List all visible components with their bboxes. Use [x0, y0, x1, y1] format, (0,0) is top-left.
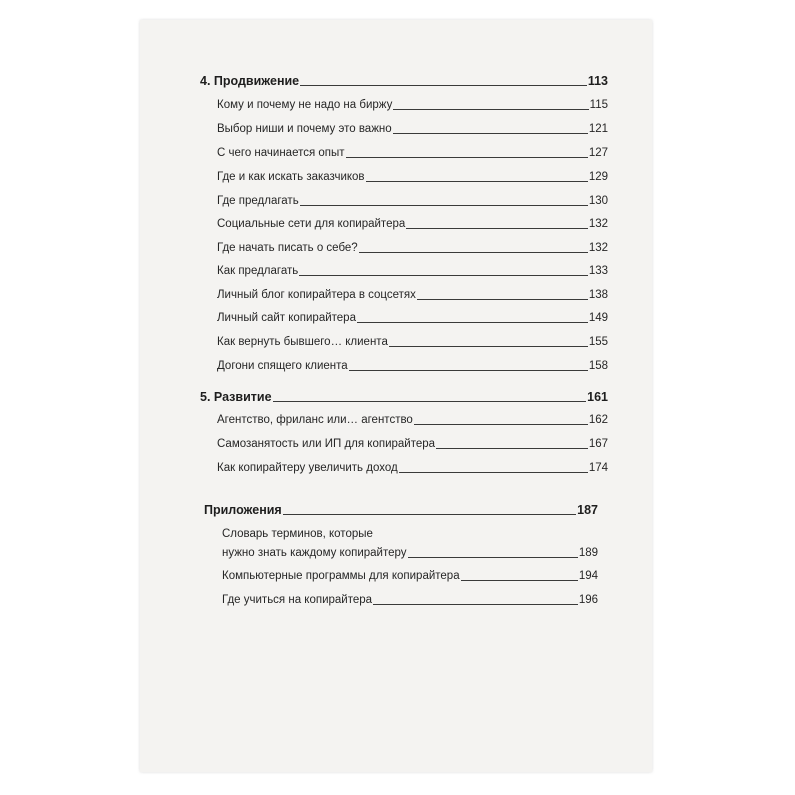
- dot-leader: [393, 109, 588, 110]
- chapter-title: 4. Продвижение: [200, 74, 300, 88]
- toc-entry: [217, 359, 608, 373]
- entry-title: Компьютерные программы для копирайтера: [222, 570, 460, 582]
- entry-title: Как предлагать: [217, 265, 299, 277]
- dot-leader: [273, 401, 587, 402]
- dot-leader: [359, 252, 588, 253]
- dot-leader: [417, 299, 588, 300]
- toc-entry: [217, 311, 608, 325]
- entry-title: Где учиться на копирайтера: [222, 594, 373, 606]
- dot-leader: [414, 424, 588, 425]
- dot-leader: [399, 472, 588, 473]
- toc-entry: [217, 461, 608, 475]
- toc-chapter-4: [200, 74, 608, 88]
- dot-leader: [283, 514, 576, 515]
- entry-page-number: 196: [578, 594, 598, 606]
- toc-entry: [217, 98, 608, 112]
- entry-title: С чего начинается опыт: [217, 147, 345, 159]
- entry-title: Как вернуть бывшего… клиента: [217, 336, 388, 348]
- entry-page-number: 138: [588, 289, 608, 301]
- entry-title: Где начать писать о себе?: [217, 242, 358, 254]
- entry-title: Личный блог копирайтера в соцсетях: [217, 289, 416, 301]
- toc-entry: [217, 170, 608, 184]
- entry-page-number: 174: [588, 462, 608, 474]
- entry-title: Агентство, фриланс или… агентство: [217, 414, 413, 426]
- dot-leader: [461, 580, 578, 581]
- dot-leader: [357, 322, 588, 323]
- entry-page-number: 130: [588, 195, 608, 207]
- toc-entry: [222, 593, 598, 607]
- toc-entry: [217, 264, 608, 278]
- entry-page-number: 132: [588, 218, 608, 230]
- entry-title: Самозанятость или ИП для копирайтера: [217, 438, 436, 450]
- entry-page-number: 194: [578, 570, 598, 582]
- dot-leader: [408, 557, 578, 558]
- entry-title-line-1: Словарь терминов, которые: [222, 528, 373, 540]
- entry-page-number: 133: [588, 265, 608, 277]
- dot-leader: [300, 205, 588, 206]
- entry-page-number: 149: [588, 312, 608, 324]
- entry-title: Кому и почему не надо на биржу: [217, 99, 393, 111]
- entry-page-number: 132: [588, 242, 608, 254]
- entry-page-number: 127: [588, 147, 608, 159]
- entry-title-line-2: нужно знать каждому копирайтеру: [222, 547, 407, 559]
- toc-entry: [217, 122, 608, 136]
- entry-page-number: 155: [588, 336, 608, 348]
- dot-leader: [436, 448, 588, 449]
- dot-leader: [349, 370, 588, 371]
- dot-leader: [366, 181, 588, 182]
- dot-leader: [393, 133, 588, 134]
- toc-entry: [217, 217, 608, 231]
- toc-entry: [217, 194, 608, 208]
- dot-leader: [346, 157, 588, 158]
- entry-page-number: 121: [588, 123, 608, 135]
- entry-page-number: 162: [588, 414, 608, 426]
- entry-page-number: 158: [588, 360, 608, 372]
- toc-entry: [217, 413, 608, 427]
- chapter-page-number: 113: [587, 74, 608, 88]
- chapter-title: Приложения: [204, 503, 282, 517]
- entry-title: Догони спящего клиента: [217, 360, 348, 372]
- entry-page-number: 189: [578, 547, 598, 559]
- toc-entry: [217, 288, 608, 302]
- dot-leader: [373, 604, 578, 605]
- entry-page-number: 129: [588, 171, 608, 183]
- toc-chapter-appendices: [204, 503, 598, 517]
- toc-entry: [222, 527, 598, 560]
- entry-title: Как копирайтеру увеличить доход: [217, 462, 398, 474]
- toc-entry: [217, 437, 608, 451]
- toc-entry: [217, 241, 608, 255]
- entry-page-number: 167: [588, 438, 608, 450]
- entry-title: Где предлагать: [217, 195, 299, 207]
- toc-chapter-5: [200, 390, 608, 404]
- dot-leader: [406, 228, 588, 229]
- chapter-title: 5. Развитие: [200, 390, 272, 404]
- entry-title: Где и как искать заказчиков: [217, 171, 365, 183]
- entry-title: Социальные сети для копирайтера: [217, 218, 406, 230]
- entry-title: Выбор ниши и почему это важно: [217, 123, 392, 135]
- chapter-page-number: 161: [587, 390, 608, 404]
- dot-leader: [299, 275, 588, 276]
- entry-title: [222, 527, 407, 560]
- entry-page-number: 115: [589, 99, 608, 111]
- chapter-page-number: 187: [577, 503, 598, 517]
- dot-leader: [389, 346, 588, 347]
- toc-entry: [217, 146, 608, 160]
- toc-entry: [222, 569, 598, 583]
- entry-title: Личный сайт копирайтера: [217, 312, 356, 324]
- toc-entry: [217, 335, 608, 349]
- dot-leader: [300, 85, 587, 86]
- table-of-contents: [140, 20, 652, 772]
- book-page: [140, 20, 652, 772]
